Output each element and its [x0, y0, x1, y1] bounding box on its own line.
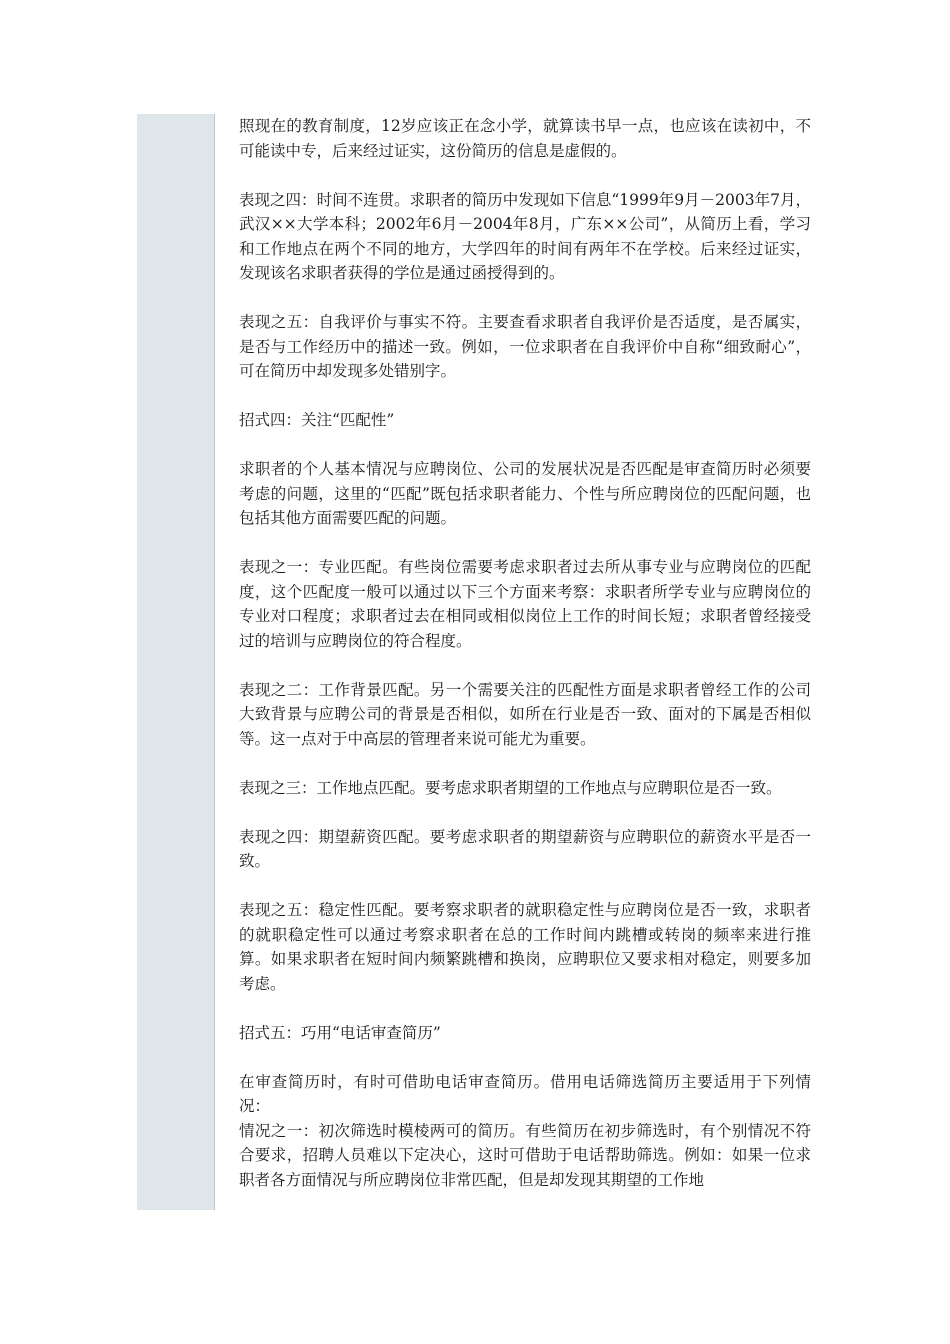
paragraph-10: 表现之五：稳定性匹配。要考察求职者的就职稳定性与应聘岗位是否一致，求职者的就职稳定性可以通过考察求职者在总的工作时间内跳槽或转岗的频率来进行推算。如果求职者在短时间内频繁跳槽和换岗，应聘职位又要求相对稳定，则要多加考虑。 [239, 901, 811, 993]
section-heading-4: 招式四：关注“匹配性” [239, 411, 395, 429]
paragraph-9: 表现之四：期望薪资匹配。要考虑求职者的期望薪资与应聘职位的薪资水平是否一致。 [239, 827, 811, 870]
paragraph-5: 求职者的个人基本情况与应聘岗位、公司的发展状况是否匹配是审查简历时必须要考虑的问题，这里的“匹配”既包括求职者能力、个性与所应聘岗位的匹配问题，也包括其他方面需要匹配的问题。 [239, 460, 811, 527]
paragraph-2: 表现之四：时间不连贯。求职者的简历中发现如下信息“1999年9月－2003年7月，武汉××大学本科；2002年6月－2004年8月，广东××公司”，从简历上看，学习和工作地点在两个不同的地方，大学四年的时间有两年不在学校。后来经过证实，发现该名求职者获得的学位是通过函授得到的。 [239, 190, 811, 282]
document-body [239, 114, 811, 1192]
paragraph-12: 在审查简历时，有时可借助电话审查简历。借用电话筛选简历主要适用于下列情况： [239, 1072, 811, 1115]
left-margin-bar [137, 114, 215, 1210]
paragraph-1: 照现在的教育制度，12岁应该正在念小学，就算读书早一点，也应该在读初中，不可能读中专，后来经过证实，这份简历的信息是虚假的。 [239, 117, 811, 160]
paragraph-3: 表现之五：自我评价与事实不符。主要查看求职者自我评价是否适度，是否属实，是否与工作经历中的描述一致。例如，一位求职者在自我评价中自称“细致耐心”，可在简历中却发现多处错别字。 [239, 313, 811, 380]
paragraph-6: 表现之一：专业匹配。有些岗位需要考虑求职者过去所从事专业与应聘岗位的匹配度，这个匹配度一般可以通过以下三个方面来考察：求职者所学专业与应聘岗位的专业对口程度；求职者过去在相同或相似岗位上工作的时间长短；求职者曾经接受过的培训与应聘岗位的符合程度。 [239, 558, 811, 650]
section-heading-5: 招式五：巧用“电话审查简历” [239, 1023, 441, 1042]
paragraph-8: 表现之三：工作地点匹配。要考虑求职者期望的工作地点与应聘职位是否一致。 [239, 778, 782, 797]
paragraph-7: 表现之二：工作背景匹配。另一个需要关注的匹配性方面是求职者曾经工作的公司大致背景与应聘公司的背景是否相似，如所在行业是否一致、面对的下属是否相似等。这一点对于中高层的管理者来说可能尤为重要。 [239, 680, 811, 748]
paragraph-13: 情况之一：初次筛选时模棱两可的简历。有些简历在初步筛选时，有个别情况不符合要求，招聘人员难以下定决心，这时可借助于电话帮助筛选。例如：如果一位求职者各方面情况与所应聘岗位非常匹配，但是却发现其期望的工作地 [239, 1121, 811, 1189]
